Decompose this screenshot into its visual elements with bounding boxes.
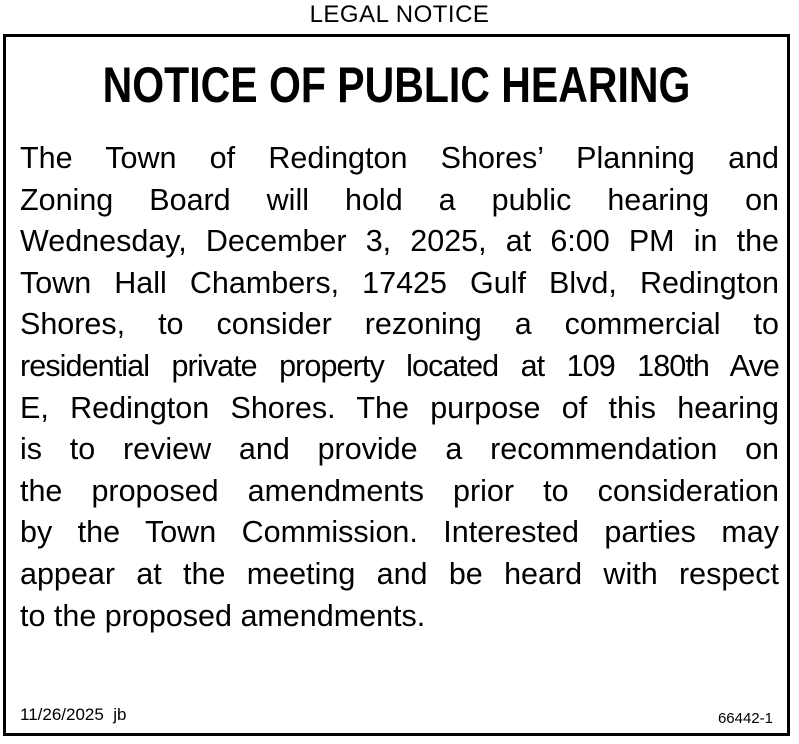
notice-title: NOTICE OF PUBLIC HEARING [102,57,691,113]
notice-box [3,34,790,736]
notice-body-line: residential private property located at 109 180th Ave [20,348,779,383]
notice-body-line: by the Town Commission. Interested parties may [20,515,779,550]
notice-body-line: is to review and provide a recommendation on [20,432,779,467]
notice-body-line: Town Hall Chambers, 17425 Gulf Blvd, Redington [20,265,779,300]
publication-date: 11/26/2025 jb [20,705,127,724]
notice-body-line: appear at the meeting and be heard with respect [20,556,779,591]
legal-notice-header: LEGAL NOTICE [309,1,490,28]
notice-body-line: Zoning Board will hold a public hearing on [20,182,779,217]
ad-number: 66442-1 [717,710,773,727]
notice-body-line: The Town of Redington Shores’ Planning and [20,141,779,175]
notice-body-line: the proposed amendments prior to consideration [20,473,779,508]
notice-body-line: E, Redington Shores. The purpose of this hearing [20,390,779,425]
notice-body [20,138,779,637]
notice-body-line: to the proposed amendments. [20,598,426,633]
notice-body-line: Shores, to consider rezoning a commercial to [20,307,779,342]
notice-body-line: Wednesday, December 3, 2025, at 6:00 PM in the [20,224,779,259]
